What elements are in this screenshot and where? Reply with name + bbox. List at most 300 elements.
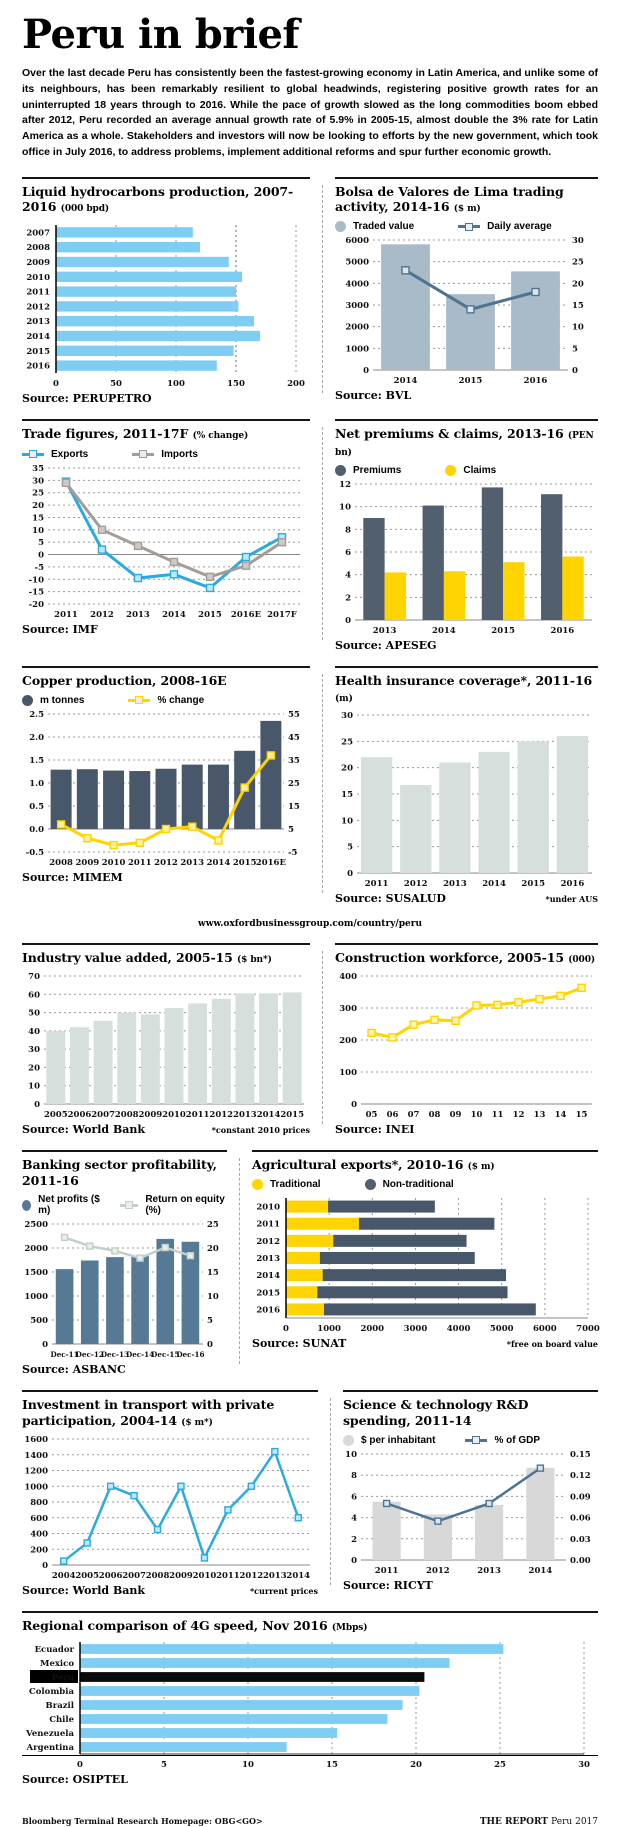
svg-text:0.15: 0.15 [570, 1449, 591, 1460]
svg-text:Chile: Chile [49, 1715, 74, 1726]
industry-footnote: *constant 2010 prices [211, 1125, 310, 1135]
svg-text:50: 50 [28, 1008, 40, 1019]
svg-text:2014: 2014 [256, 1271, 280, 1282]
svg-text:2012: 2012 [154, 857, 178, 868]
svg-text:2013: 2013 [126, 609, 150, 620]
svg-text:0: 0 [351, 1100, 357, 1110]
hydrocarbons-chart [22, 221, 310, 389]
svg-text:2015: 2015 [26, 347, 50, 358]
svg-text:1.5: 1.5 [29, 755, 44, 766]
svg-text:2016: 2016 [560, 878, 585, 889]
copper-chart [22, 710, 310, 868]
non-traditional-swatch-icon [365, 1179, 376, 1190]
chart-title-bolsa: Bolsa de Valores de Lima trading activity, 2014-16 ($ m) [335, 183, 564, 215]
svg-text:2012: 2012 [426, 1565, 450, 1576]
svg-text:Ecuador: Ecuador [34, 1645, 74, 1656]
legend-item-pct-change: % change [128, 695, 204, 706]
science-chart [343, 1450, 598, 1576]
svg-text:12: 12 [512, 1110, 525, 1120]
panel-copper [22, 666, 310, 909]
svg-text:2014: 2014 [528, 1565, 553, 1576]
legend-item-traditional: Traditional [252, 1179, 321, 1190]
svg-text:0.00: 0.00 [570, 1555, 591, 1566]
svg-text:05: 05 [365, 1110, 378, 1120]
source-asbanc: Source: ASBANC [22, 1363, 126, 1377]
svg-text:35: 35 [32, 463, 44, 474]
svg-text:50: 50 [110, 379, 122, 390]
legend-item-roe: Return on equity (%) [120, 1194, 227, 1216]
svg-text:800: 800 [30, 1498, 48, 1509]
chart-title-construction: Construction workforce, 2005-15 (000) [335, 949, 596, 965]
svg-text:2: 2 [345, 593, 351, 604]
svg-text:2017F: 2017F [267, 609, 297, 620]
svg-text:2013: 2013 [180, 857, 205, 868]
svg-text:2016: 2016 [26, 361, 50, 372]
svg-text:2016: 2016 [523, 376, 548, 387]
svg-text:6000: 6000 [533, 1324, 557, 1335]
svg-text:06: 06 [386, 1110, 399, 1120]
svg-text:4: 4 [351, 1513, 357, 1524]
svg-text:2013: 2013 [443, 878, 467, 889]
chart-title-science: Science & technology R&D spending, 2011-14 [343, 1397, 529, 1428]
svg-text:25: 25 [32, 488, 44, 499]
svg-text:0: 0 [283, 1324, 289, 1335]
svg-text:20: 20 [341, 763, 353, 774]
svg-text:2007: 2007 [122, 1571, 146, 1582]
source-mimem: Source: MIMEM [22, 870, 123, 884]
row-4 [22, 943, 598, 1140]
svg-text:10: 10 [28, 1081, 40, 1092]
svg-text:400: 400 [339, 972, 357, 982]
svg-text:8: 8 [351, 1470, 357, 1481]
svg-text:2012: 2012 [403, 878, 428, 889]
svg-text:1400: 1400 [24, 1450, 48, 1461]
svg-text:25: 25 [207, 1220, 219, 1231]
svg-text:2015: 2015 [280, 1110, 305, 1120]
svg-text:0: 0 [42, 1340, 48, 1351]
agri-chart [252, 1194, 598, 1334]
net-profits-swatch-icon [22, 1200, 31, 1211]
svg-text:Colombia: Colombia [28, 1687, 74, 1698]
svg-text:2015: 2015 [198, 609, 222, 620]
source-bvl: Source: BVL [335, 389, 412, 403]
pct-change-swatch-icon [128, 699, 150, 702]
svg-text:2000: 2000 [24, 1244, 48, 1255]
trade-chart [22, 464, 310, 620]
svg-text:0.0: 0.0 [29, 824, 44, 835]
svg-text:5000: 5000 [489, 1324, 514, 1335]
svg-text:2: 2 [351, 1534, 357, 1545]
svg-text:30: 30 [32, 475, 44, 486]
svg-text:0.12: 0.12 [570, 1470, 591, 1481]
svg-text:07: 07 [407, 1110, 420, 1120]
svg-text:2010: 2010 [192, 1571, 217, 1582]
svg-text:08: 08 [428, 1110, 441, 1120]
svg-text:2005: 2005 [43, 1110, 68, 1120]
svg-text:45: 45 [288, 732, 300, 743]
svg-text:2011: 2011 [185, 1110, 210, 1120]
svg-text:2007: 2007 [26, 228, 50, 239]
svg-text:2014: 2014 [286, 1571, 311, 1582]
svg-text:25: 25 [341, 737, 353, 748]
svg-text:0: 0 [345, 615, 351, 626]
svg-text:2014: 2014 [393, 376, 418, 387]
svg-text:2009: 2009 [26, 258, 50, 269]
svg-text:1000: 1000 [317, 1324, 341, 1335]
svg-text:2.0: 2.0 [29, 732, 44, 743]
svg-text:15: 15 [341, 789, 353, 800]
panel-4g-speed [22, 1611, 598, 1790]
svg-text:2006: 2006 [67, 1110, 92, 1120]
svg-text:10: 10 [572, 323, 584, 334]
svg-text:1200: 1200 [24, 1466, 48, 1477]
svg-text:14: 14 [554, 1110, 567, 1120]
svg-text:30: 30 [28, 1045, 40, 1056]
industry-chart [22, 972, 310, 1120]
svg-text:20: 20 [572, 279, 584, 290]
health-chart [335, 711, 598, 889]
panel-premiums [335, 419, 598, 656]
svg-text:2011: 2011 [374, 1565, 399, 1576]
svg-text:20: 20 [410, 1760, 422, 1771]
svg-text:2012: 2012 [26, 302, 50, 313]
roe-swatch-icon [120, 1204, 138, 1207]
svg-text:2010: 2010 [26, 273, 50, 284]
svg-text:20: 20 [28, 1063, 40, 1074]
svg-text:Dec-16: Dec-16 [176, 1350, 205, 1360]
chart-title-health: Health insurance coverage*, 2011-16 (m) [335, 672, 593, 704]
svg-text:2014: 2014 [206, 857, 231, 868]
svg-text:2500: 2500 [24, 1220, 48, 1231]
svg-text:200: 200 [30, 1545, 48, 1556]
legend-item-exports: Exports [22, 449, 88, 460]
svg-text:2013: 2013 [372, 625, 397, 636]
svg-text:2014: 2014 [482, 878, 506, 889]
panel-banking [22, 1150, 227, 1380]
svg-text:0: 0 [34, 1100, 40, 1110]
svg-text:2013: 2013 [262, 1571, 287, 1582]
chart-title-industry: Industry value added, 2005-15 ($ bn*) [22, 949, 272, 965]
svg-text:11: 11 [491, 1110, 504, 1120]
svg-text:60: 60 [28, 990, 40, 1001]
svg-text:2011: 2011 [26, 287, 50, 298]
svg-text:2005: 2005 [75, 1571, 100, 1582]
website-url[interactable]: www.oxfordbusinessgroup.com/country/peru [197, 918, 423, 929]
svg-text:2011: 2011 [216, 1571, 240, 1582]
infographic-page [0, 11, 620, 1827]
panel-science [343, 1390, 598, 1601]
agri-footnote: *free on board value [506, 1339, 598, 1350]
report-credit: THE REPORT Peru 2017 [479, 1817, 598, 1827]
svg-text:2010: 2010 [256, 1202, 280, 1213]
svg-text:2015: 2015 [491, 625, 515, 636]
legend-premiums [335, 465, 598, 476]
svg-text:Dec-14: Dec-14 [125, 1350, 155, 1360]
svg-text:-20: -20 [28, 599, 44, 610]
svg-text:2014: 2014 [26, 332, 50, 343]
transport-footnote: *current prices [250, 1586, 318, 1597]
svg-text:10: 10 [470, 1110, 483, 1120]
svg-text:2012: 2012 [90, 609, 114, 620]
source-imf: Source: IMF [22, 622, 98, 636]
svg-text:2016E: 2016E [255, 857, 286, 868]
svg-text:2008: 2008 [114, 1110, 139, 1120]
svg-text:300: 300 [339, 1004, 357, 1014]
panel-agri [252, 1150, 598, 1380]
svg-text:Mexico: Mexico [40, 1659, 74, 1670]
panel-transport [22, 1390, 318, 1601]
svg-text:1600: 1600 [24, 1435, 48, 1446]
page-footer [22, 1816, 598, 1827]
svg-text:100: 100 [167, 379, 185, 390]
svg-text:Peru: Peru [51, 1673, 74, 1684]
svg-text:12: 12 [339, 479, 351, 490]
svg-text:100: 100 [339, 1068, 357, 1078]
svg-text:1000: 1000 [24, 1482, 48, 1493]
legend-bolsa [335, 221, 598, 232]
svg-text:Argentina: Argentina [26, 1743, 74, 1754]
svg-text:30: 30 [341, 710, 353, 721]
svg-text:Dec-11: Dec-11 [50, 1350, 79, 1360]
svg-text:09: 09 [449, 1110, 462, 1120]
source-susalud: Source: SUSALUD [335, 891, 446, 905]
svg-text:15: 15 [575, 1110, 588, 1120]
health-footnote: *under AUS [545, 893, 598, 904]
svg-text:200: 200 [287, 379, 305, 390]
svg-text:0: 0 [572, 366, 578, 377]
svg-text:40: 40 [28, 1026, 40, 1037]
per-inhabitant-swatch-icon [343, 1435, 354, 1446]
chart-title-banking: Banking sector profitability, 2011-16 [22, 1157, 217, 1188]
svg-text:1500: 1500 [24, 1268, 48, 1279]
svg-text:2013: 2013 [26, 317, 50, 328]
bottom-rule [22, 1755, 598, 1756]
svg-text:0.06: 0.06 [570, 1513, 591, 1524]
pct-gdp-swatch-icon [465, 1439, 487, 1442]
panel-industry [22, 943, 310, 1140]
svg-text:2011: 2011 [256, 1219, 280, 1230]
svg-text:2000: 2000 [345, 323, 369, 334]
svg-text:2016: 2016 [550, 625, 575, 636]
row-3 [22, 666, 598, 909]
svg-text:600: 600 [30, 1513, 48, 1524]
exports-swatch-icon [22, 453, 44, 456]
panel-trade [22, 419, 310, 656]
claims-swatch-icon [445, 465, 456, 476]
panel-construction [335, 943, 598, 1140]
svg-text:4000: 4000 [446, 1324, 471, 1335]
svg-text:2010: 2010 [101, 857, 126, 868]
traded-value-swatch-icon [335, 221, 346, 232]
intro-paragraph: Over the last decade Peru has consistently been the fastest-growing economy in Latin America, and unlike some of its neighbours, has been remarkably resilient to global headwinds, registering positive growth rates for an uninterrupted 18 years through to 2016. While the pace of growth slowed as the long commodities boom ebbed after 2012, Peru recorded an average annual growth rate of 5.9% in 2005-15, almost double the 3% rate for Latin America as a whole. Stakeholders and investors will now be looking to efforts by the new government, which took office in July 2016, to address problems, implement additional reforms and spur further economic growth. [22, 67, 598, 158]
chart-title-premiums: Net premiums & claims, 2013-16 (PEN bn) [335, 426, 594, 458]
svg-text:2012: 2012 [239, 1571, 264, 1582]
premiums-swatch-icon [335, 465, 346, 476]
legend-item-per-inhabitant: $ per inhabitant [343, 1435, 435, 1446]
svg-text:2015: 2015 [458, 376, 483, 387]
svg-text:2015: 2015 [232, 857, 257, 868]
daily-average-swatch-icon [458, 225, 480, 228]
svg-text:20: 20 [207, 1244, 219, 1255]
source-perupetro: Source: PERUPETRO [22, 392, 152, 406]
svg-text:0: 0 [347, 868, 353, 879]
svg-text:0: 0 [42, 1561, 48, 1572]
svg-text:2015: 2015 [521, 878, 546, 889]
svg-text:Dec-15: Dec-15 [151, 1350, 180, 1360]
svg-text:5: 5 [38, 537, 44, 548]
banking-chart [22, 1220, 227, 1360]
svg-text:1.0: 1.0 [29, 778, 44, 789]
svg-text:10: 10 [339, 502, 351, 513]
svg-text:4000: 4000 [345, 279, 369, 290]
legend-trade [22, 449, 310, 460]
chart-title-copper: Copper production, 2008-16E [22, 672, 227, 688]
svg-text:200: 200 [339, 1036, 357, 1046]
svg-text:Dec-12: Dec-12 [75, 1350, 104, 1360]
legend-item-premiums: Premiums [335, 465, 401, 476]
source-apeseg: Source: APESEG [335, 638, 437, 652]
bloomberg-homepage-text: Bloomberg Terminal Research Homepage: OBG<GO> [22, 1816, 263, 1827]
svg-text:3000: 3000 [345, 301, 369, 312]
chart-title-4g-speed: Regional comparison of 4G speed, Nov 2016 (Mbps) [22, 1618, 368, 1634]
svg-text:20: 20 [32, 500, 44, 511]
svg-text:30: 30 [572, 236, 584, 247]
svg-text:2007: 2007 [91, 1110, 115, 1120]
svg-text:2008: 2008 [49, 857, 73, 868]
panel-hydrocarbons [22, 177, 310, 410]
row-7 [22, 1611, 598, 1790]
svg-text:6: 6 [351, 1491, 357, 1502]
svg-text:0.09: 0.09 [570, 1491, 591, 1502]
svg-text:5: 5 [347, 842, 353, 853]
svg-text:1000: 1000 [24, 1292, 48, 1303]
svg-text:-10: -10 [28, 574, 44, 585]
premiums-chart [335, 480, 598, 636]
svg-text:15: 15 [572, 301, 584, 312]
svg-text:35: 35 [288, 755, 300, 766]
legend-item-net-profits: Net profits ($ m) [22, 1194, 102, 1216]
traditional-swatch-icon [252, 1179, 263, 1190]
svg-text:400: 400 [30, 1529, 48, 1540]
source-worldbank-transport: Source: World Bank [22, 1584, 145, 1598]
svg-text:2011: 2011 [127, 857, 152, 868]
svg-text:5: 5 [161, 1760, 167, 1771]
svg-text:Venezuela: Venezuela [26, 1729, 74, 1740]
svg-text:10: 10 [345, 1449, 357, 1460]
speed-4g-chart [22, 1640, 598, 1770]
svg-text:5: 5 [572, 344, 578, 355]
svg-text:2012: 2012 [209, 1110, 234, 1120]
legend-banking [22, 1194, 227, 1216]
svg-text:1000: 1000 [345, 344, 369, 355]
svg-text:2014: 2014 [256, 1110, 281, 1120]
chart-title-hydrocarbons: Liquid hydrocarbons production, 2007-2016 (000 bpd) [22, 183, 294, 215]
svg-text:2011: 2011 [364, 878, 389, 889]
svg-text:0: 0 [77, 1760, 83, 1771]
svg-text:Brazil: Brazil [45, 1701, 74, 1712]
source-sunat: Source: SUNAT [252, 1337, 347, 1351]
svg-text:30: 30 [578, 1760, 590, 1771]
chart-title-agri: Agricultural exports*, 2010-16 ($ m) [252, 1157, 495, 1172]
svg-text:-5: -5 [288, 847, 298, 858]
svg-text:2016E: 2016E [230, 609, 262, 620]
legend-item-daily-average: Daily average [458, 221, 552, 232]
svg-text:0: 0 [363, 366, 369, 377]
svg-text:0: 0 [207, 1340, 213, 1351]
legend-copper [22, 695, 310, 706]
svg-text:15: 15 [288, 801, 300, 812]
bolsa-chart [335, 236, 598, 386]
svg-text:15: 15 [32, 513, 44, 524]
svg-text:2008: 2008 [145, 1571, 170, 1582]
svg-text:150: 150 [227, 379, 245, 390]
svg-text:2013: 2013 [477, 1565, 501, 1576]
svg-text:0: 0 [53, 379, 59, 390]
legend-item-imports: Imports [132, 449, 198, 460]
chart-title-transport: Investment in transport with private participation, 2004-14 ($ m*) [22, 1397, 275, 1428]
svg-text:-0.5: -0.5 [25, 847, 44, 858]
svg-text:0: 0 [38, 550, 44, 561]
svg-text:25: 25 [288, 778, 300, 789]
svg-text:10: 10 [207, 1292, 219, 1303]
svg-text:2006: 2006 [98, 1571, 123, 1582]
row-1 [22, 177, 598, 410]
svg-text:2.5: 2.5 [29, 709, 44, 720]
svg-text:2012: 2012 [256, 1237, 280, 1248]
svg-text:10: 10 [242, 1760, 254, 1771]
svg-text:2009: 2009 [75, 857, 100, 868]
svg-text:2000: 2000 [360, 1324, 385, 1335]
svg-text:2013: 2013 [256, 1254, 280, 1265]
legend-item-m-tonnes: m tonnes [22, 695, 84, 706]
svg-text:Dec-13: Dec-13 [100, 1350, 130, 1360]
svg-text:6: 6 [345, 547, 351, 558]
legend-agri [252, 1179, 598, 1190]
row-6 [22, 1390, 598, 1601]
svg-text:0.03: 0.03 [570, 1534, 591, 1545]
legend-item-claims: Claims [445, 465, 496, 476]
legend-science [343, 1435, 598, 1446]
legend-item-non-traditional: Non-traditional [365, 1179, 454, 1190]
svg-text:55: 55 [288, 709, 300, 720]
legend-item-traded-value: Traded value [335, 221, 414, 232]
svg-text:2010: 2010 [162, 1110, 186, 1120]
svg-text:0: 0 [351, 1555, 357, 1566]
svg-text:2016: 2016 [256, 1305, 280, 1316]
svg-text:10: 10 [32, 525, 44, 536]
transport-chart [22, 1435, 318, 1581]
svg-text:2011: 2011 [54, 609, 78, 620]
svg-text:5000: 5000 [345, 258, 369, 269]
svg-text:-5: -5 [34, 562, 44, 573]
svg-text:6000: 6000 [345, 236, 369, 247]
source-inei: Source: INEI [335, 1123, 415, 1136]
panel-bolsa [335, 177, 598, 410]
svg-text:25: 25 [494, 1760, 506, 1771]
svg-text:5: 5 [288, 824, 294, 835]
svg-text:0.5: 0.5 [29, 801, 44, 812]
imports-swatch-icon [132, 453, 154, 456]
page-title: Peru in brief [22, 11, 300, 58]
source-worldbank-industry: Source: World Bank [22, 1123, 145, 1136]
svg-text:15: 15 [326, 1760, 338, 1771]
row-5 [22, 1150, 598, 1380]
svg-text:-15: -15 [28, 587, 44, 598]
svg-text:25: 25 [572, 258, 584, 269]
svg-text:2014: 2014 [432, 625, 456, 636]
svg-text:2015: 2015 [256, 1288, 280, 1299]
m-tonnes-swatch-icon [22, 695, 33, 706]
